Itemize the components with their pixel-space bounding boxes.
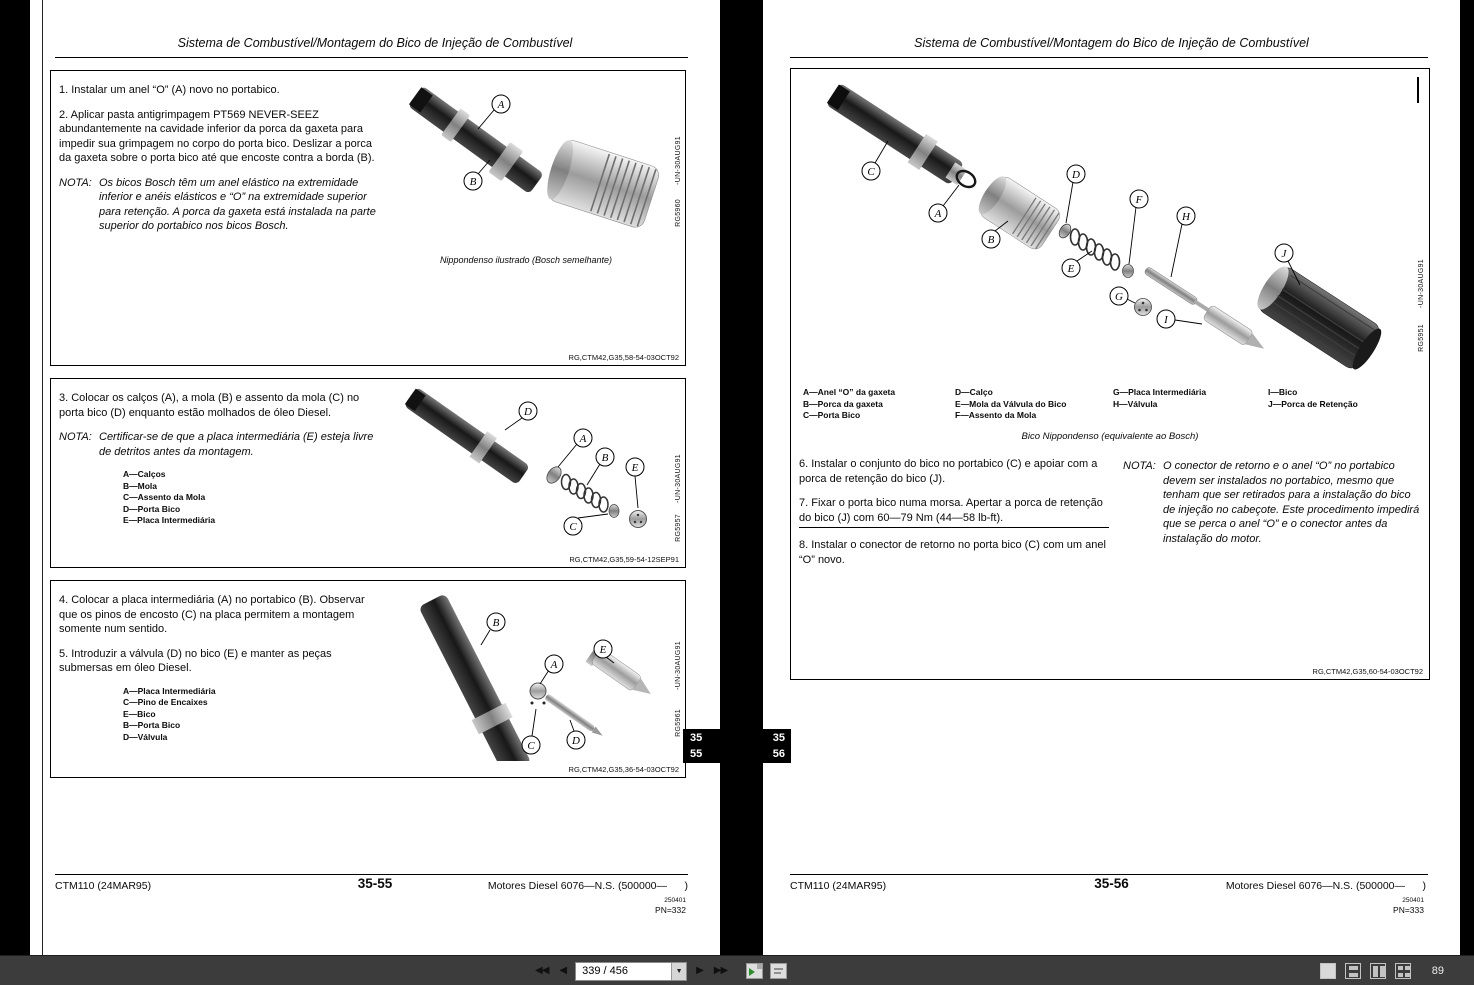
footer-engine-model: Motores Diesel 6076—N.S. (500000— ) (1225, 880, 1426, 892)
section-1-ref: RG,CTM42,G35,58-54-03OCT92 (568, 353, 679, 362)
icon-glyph (757, 964, 762, 969)
callout-c (862, 141, 888, 180)
page-combo-value: 339 / 456 (582, 965, 628, 977)
callout-c-label: C (527, 740, 535, 752)
step-1: 1. Instalar um anel “O” (A) novo no portabico. (59, 84, 280, 96)
continuous-facing-layout-icon[interactable] (1395, 963, 1411, 979)
section-box-exploded (790, 68, 1430, 680)
legend-item: G—Placa Intermediária (1113, 387, 1207, 397)
legend-col-2 (955, 387, 1113, 422)
step-2: 2. Aplicar pasta antigrimpagem PT569 NEVER-SEEZ abundantemente na cavidade inferior da porca da gaxeta para impedir sua grimpagem no corpo do porta bico. Deslizar a porca da gaxeta sobre o porta bico até que encoste contra a borda (B). (59, 108, 375, 164)
icon-glyph (1349, 966, 1358, 970)
figure-valve-nozzle (386, 591, 681, 761)
section-box-3 (50, 580, 686, 778)
last-page-button[interactable]: ▶▶ (713, 965, 728, 976)
step-7-underline (799, 527, 1109, 528)
single-page-layout-icon[interactable] (1320, 963, 1336, 979)
legend-item: J—Porca de Retenção (1268, 398, 1358, 409)
legend-item: E—Bico (123, 708, 156, 719)
callout-b-label: B (492, 617, 500, 629)
callout-b (464, 160, 490, 190)
footer-small-code: 250401 (1402, 897, 1424, 904)
legend-item: B—Porta Bico (123, 720, 181, 730)
figure-r-id-code: RG5951 (1418, 324, 1425, 352)
legend-col-3 (1113, 387, 1268, 422)
legend-item: H—Válvula (1113, 398, 1158, 409)
footer-rule (790, 874, 1428, 875)
legend-item: D—Válvula (123, 731, 168, 742)
callout-b (481, 613, 505, 645)
zoom-value: 89 (1431, 965, 1444, 977)
navigation-group (533, 956, 787, 985)
icon-glyph (1349, 973, 1358, 977)
figure-1-id-code: RG5960 (675, 199, 682, 227)
save-page-icon[interactable] (746, 963, 763, 979)
figure-3-side-code: -UN-30AUG91 (675, 641, 682, 690)
print-page-icon[interactable] (770, 963, 787, 979)
legend-list-2 (123, 469, 379, 527)
nota-1-text: Os bicos Bosch têm um anel elástico na extremidade inferior e anéis elásticos e “O” na extremidade superior para retenção. A porca da gaxeta está instalada na parte superior do portabico nos bicos Bosch. (99, 176, 376, 232)
footer-doc-code: CTM110 (24MAR95) (55, 880, 152, 892)
callout-a (478, 95, 510, 129)
nota-2-text: Certificar-se de que a placa intermediária (E) esteja livre de detritos antes da montagem. (99, 431, 374, 458)
callout-c (522, 709, 540, 754)
figure-3-id-code: RG5961 (675, 709, 682, 737)
icon-glyph (1405, 973, 1410, 977)
footer-engine-model: Motores Diesel 6076—N.S. (500000— ) (487, 880, 688, 892)
legend-item: E—Placa Intermediária (123, 515, 216, 525)
nota-r-label: NOTA: (1123, 460, 1156, 472)
legend-item: C—Assento da Mola (123, 492, 206, 502)
callout-e-label: E (631, 462, 639, 474)
left-page-title: Sistema de Combustível/Montagem do Bico de Injeção de Combustível (177, 36, 573, 50)
callout-c-label: C (867, 166, 875, 178)
legend-item: A—Anel “O” da gaxeta (803, 387, 896, 397)
callout-c-label: C (569, 521, 577, 533)
icon-glyph (774, 968, 783, 970)
legend-item: D—Calço (955, 387, 993, 397)
legend-item: I—Bico (1268, 387, 1298, 397)
callout-e-label: E (599, 644, 607, 656)
tab-line-1: 35 (772, 732, 785, 744)
figure-spring-assembly (386, 387, 681, 545)
callout-a-label: A (550, 659, 558, 671)
callout-i (1157, 310, 1202, 328)
callout-a-label: A (497, 99, 505, 111)
figure-2-side-code: -UN-30AUG91 (675, 454, 682, 503)
footer-page-number: 35-56 (1094, 876, 1129, 891)
legend-item: F—Assento da Mola (955, 410, 1037, 420)
tab-line-1: 35 (690, 732, 703, 744)
icon-glyph (774, 972, 781, 974)
callout-e (626, 458, 644, 508)
first-page-button[interactable]: ◀◀ (535, 965, 549, 976)
section-box-2 (50, 378, 686, 568)
callout-d-label: D (524, 406, 532, 418)
footer-small-code: 250401 (664, 897, 686, 904)
callout-e (1062, 251, 1092, 277)
figure-1-side-code: -UN-30AUG91 (675, 136, 682, 185)
facing-pages-layout-icon[interactable] (1370, 963, 1386, 979)
page-edge-line (42, 0, 43, 955)
legend-item: B—Mola (123, 480, 157, 491)
icon-glyph (1380, 966, 1385, 977)
callout-b-label: B (601, 452, 609, 464)
figure-exploded-injector (803, 79, 1403, 379)
page-select[interactable] (575, 962, 687, 981)
figure-1-caption: Nippondenso ilustrado (Bosch semelhante) (439, 255, 613, 265)
footer-page-number: 35-55 (357, 876, 393, 891)
icon-glyph (1373, 966, 1378, 977)
callout-d (505, 402, 537, 430)
section-2-ref: RG,CTM42,G35,59-54-12SEP91 (569, 555, 679, 564)
figure-r-caption: Bico Nippondenso (equivalente ao Bosch) (1021, 431, 1199, 442)
callout-d (1066, 165, 1085, 223)
callout-b-label: B (469, 176, 477, 188)
icon-glyph (749, 968, 755, 976)
header-rule (55, 57, 688, 58)
icon-glyph (1405, 966, 1410, 970)
step-4: 4. Colocar a placa intermediária (A) no portabico (B). Observar que os pinos de encosto (C) na placa permitem a montagem somente num sentido. (59, 594, 365, 635)
nota-1 (59, 176, 379, 234)
page-tab-35-56 (740, 729, 791, 763)
nota-r (1123, 459, 1425, 546)
callout-h-label: H (1182, 211, 1190, 223)
print-mark-artifact (1417, 77, 1420, 103)
callout-g-label: G (1115, 291, 1123, 303)
section-box-1 (50, 70, 686, 366)
legend-item: A—Calços (123, 469, 166, 479)
callout-a (929, 185, 959, 222)
callout-h (1171, 207, 1195, 277)
figure-2-id-code: RG5957 (675, 514, 682, 542)
legend-list-3 (123, 686, 379, 744)
step-5: 5. Introduzir a válvula (D) no bico (E) e manter as peças submersas em óleo Diesel. (59, 647, 332, 674)
callout-i-label: I (1164, 314, 1168, 326)
next-page-button[interactable]: ▶ (696, 965, 703, 976)
step-3: 3. Colocar os calços (A), a mola (B) e assento da mola (C) no porta bico (D) enquanto estão molhados de óleo Diesel. (59, 392, 360, 419)
callout-d-label: D (1072, 169, 1080, 181)
legend-col-4 (1268, 387, 1398, 422)
legend-item: D—Porta Bico (123, 503, 181, 514)
callout-g (1110, 287, 1135, 305)
right-page-title: Sistema de Combustível/Montagem do Bico de Injeção de Combustível (914, 36, 1309, 50)
viewer-toolbar (0, 955, 1474, 985)
nota-2-label: NOTA: (59, 431, 92, 443)
nota-2 (59, 430, 379, 459)
left-page (30, 0, 720, 955)
callout-a-label: A (579, 433, 587, 445)
right-page (763, 0, 1460, 955)
section-r-ref: RG,CTM42,G35,60-54-03OCT92 (1312, 667, 1423, 676)
callout-b-label: B (987, 234, 995, 246)
step-8: 8. Instalar o conector de retorno no porta bico (C) com um anel “O” novo. (799, 539, 1106, 566)
tab-line-2: 56 (772, 748, 785, 760)
callout-d-label: D (572, 735, 580, 747)
legend-item: A—Placa Intermediária (123, 685, 216, 696)
step-6: 6. Instalar o conjunto do bico no portabico (C) e apoiar com a porca de retenção do bico (J). (799, 458, 1098, 485)
layout-group (1320, 956, 1444, 985)
callout-c (564, 514, 608, 535)
legend-grid (803, 387, 1418, 422)
footer-pn: PN=333 (1393, 905, 1424, 915)
icon-glyph (1398, 966, 1403, 970)
callout-b (587, 448, 614, 485)
step-7: 7. Fixar o porta bico numa morsa. Apertar a porca de retenção do bico (J) com 60—79 Nm (44—58 lb-ft). (799, 497, 1103, 524)
legend-item: C—Pino de Encaixes (123, 697, 208, 707)
callout-e-label: E (1067, 263, 1075, 275)
header-rule (790, 57, 1428, 58)
legend-item: C—Porta Bico (803, 410, 861, 420)
nota-r-text: O conector de retorno e o anel “O” no portabico devem ser instalados no portabico, mesmo que tenham que ser retirados para a instalação do bico de injeção no cabeçote. Este procedimento impedirá que se perca o anel “O” e o conector antes da instalação do motor. (1163, 460, 1420, 545)
legend-item: E—Mola da Válvula do Bico (955, 398, 1067, 409)
figure-r-side-code: -UN-30AUG91 (1418, 259, 1425, 308)
page-tab-35-55 (683, 729, 738, 763)
continuous-layout-icon[interactable] (1345, 963, 1361, 979)
dropdown-arrow-icon[interactable]: ▼ (671, 963, 686, 980)
callout-f (1129, 190, 1148, 264)
previous-page-button[interactable]: ◀ (559, 965, 567, 976)
figure-injector-gland-nut (386, 81, 681, 253)
callout-a (558, 429, 592, 467)
callout-a (540, 655, 563, 684)
footer-doc-code: CTM110 (24MAR95) (790, 880, 887, 892)
footer-pn: PN=332 (655, 905, 686, 915)
legend-col-1 (803, 387, 955, 422)
legend-item: B—Porca da gaxeta (803, 398, 883, 409)
section-3-ref: RG,CTM42,G35,36-54-03OCT92 (568, 765, 679, 774)
footer-rule (55, 874, 688, 875)
nota-1-label: NOTA: (59, 176, 92, 189)
icon-glyph (1398, 973, 1403, 977)
callout-j-label: J (1281, 248, 1287, 260)
tab-line-2: 55 (690, 748, 703, 760)
callout-f-label: F (1135, 194, 1143, 206)
callout-a-label: A (934, 208, 942, 220)
